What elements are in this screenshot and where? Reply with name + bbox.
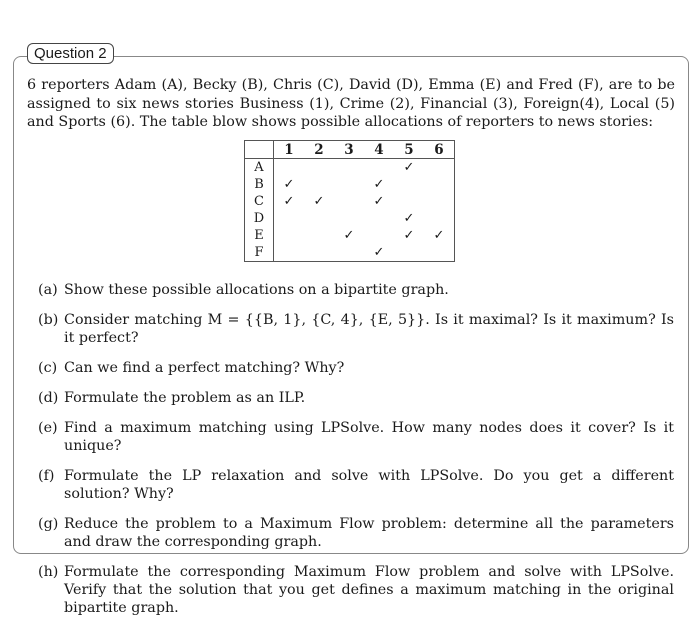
- question-item: [38, 281, 674, 299]
- check-icon: ✓: [433, 228, 445, 243]
- item-text: Show these possible allocations on a bipartite graph.: [64, 282, 449, 298]
- question-item: [38, 419, 674, 455]
- empty-cell: [424, 176, 455, 193]
- empty-cell: [334, 210, 364, 227]
- empty-cell: [334, 159, 364, 177]
- empty-cell: [304, 159, 334, 177]
- question-item: [38, 311, 674, 347]
- table-row: [245, 193, 455, 210]
- empty-cell: [364, 159, 394, 177]
- column-header: 3: [334, 141, 364, 159]
- question-item: [38, 389, 674, 407]
- empty-cell: [394, 176, 424, 193]
- question-item: [38, 563, 674, 617]
- question-list: [38, 281, 674, 629]
- table-row: [245, 159, 455, 177]
- question-item: [38, 515, 674, 551]
- column-header: 5: [394, 141, 424, 159]
- check-icon: ✓: [403, 211, 415, 226]
- empty-cell: [364, 227, 394, 244]
- question-title: Question 2: [27, 43, 114, 64]
- empty-cell: [424, 244, 455, 262]
- empty-cell: [364, 210, 394, 227]
- item-text: Formulate the corresponding Maximum Flow problem and solve with LPSolve. Verify that the solution that you get defines a maximum matching in the original bipartite graph.: [64, 564, 674, 616]
- corner-cell: [245, 141, 274, 159]
- empty-cell: [274, 210, 305, 227]
- intro-paragraph: 6 reporters Adam (A), Becky (B), Chris (C), David (D), Emma (E) and Fred (F), are to be assigned to six news stories Business (1), Crime (2), Financial (3), Foreign(4), Local (5) and Sports (6). The table blow shows possible allocations of reporters to news stories:: [27, 77, 675, 130]
- check-icon: ✓: [373, 177, 385, 192]
- column-header: 1: [274, 141, 305, 159]
- empty-cell: [304, 176, 334, 193]
- empty-cell: [274, 227, 305, 244]
- item-text: Find a maximum matching using LPSolve. How many nodes does it cover? Is it unique?: [64, 420, 674, 454]
- check-icon: ✓: [283, 194, 295, 209]
- empty-cell: [424, 159, 455, 177]
- empty-cell: [274, 244, 305, 262]
- column-header: 4: [364, 141, 394, 159]
- item-label: (f): [38, 468, 55, 484]
- row-label: E: [245, 227, 274, 244]
- empty-cell: [304, 244, 334, 262]
- table-row: [245, 210, 455, 227]
- table-row: [245, 176, 455, 193]
- empty-cell: [274, 159, 305, 177]
- allocation-table: [244, 140, 455, 262]
- empty-cell: [304, 227, 334, 244]
- item-label: (e): [38, 420, 58, 436]
- empty-cell: [334, 176, 364, 193]
- item-label: (b): [38, 312, 59, 328]
- item-label: (d): [38, 390, 59, 406]
- row-label: B: [245, 176, 274, 193]
- row-label: F: [245, 244, 274, 262]
- empty-cell: [424, 210, 455, 227]
- table-row: [245, 244, 455, 262]
- item-label: (a): [38, 282, 58, 298]
- item-text: Reduce the problem to a Maximum Flow problem: determine all the parameters and draw the corresponding graph.: [64, 516, 674, 550]
- empty-cell: [394, 193, 424, 210]
- table-row: [245, 227, 455, 244]
- row-label: D: [245, 210, 274, 227]
- question-item: [38, 467, 674, 503]
- check-icon: ✓: [403, 160, 415, 175]
- empty-cell: [304, 210, 334, 227]
- row-label: C: [245, 193, 274, 210]
- item-label: (g): [38, 516, 59, 532]
- item-label: (h): [38, 564, 59, 580]
- check-icon: ✓: [373, 194, 385, 209]
- item-label: (c): [38, 360, 58, 376]
- check-icon: ✓: [283, 177, 295, 192]
- check-icon: ✓: [313, 194, 325, 209]
- check-icon: ✓: [373, 245, 385, 260]
- check-icon: ✓: [343, 228, 355, 243]
- empty-cell: [334, 244, 364, 262]
- empty-cell: [394, 244, 424, 262]
- row-label: A: [245, 159, 274, 177]
- item-text: Can we find a perfect matching? Why?: [64, 360, 345, 376]
- check-icon: ✓: [403, 228, 415, 243]
- item-text: Formulate the problem as an ILP.: [64, 390, 306, 406]
- empty-cell: [424, 193, 455, 210]
- item-text: Formulate the LP relaxation and solve with LPSolve. Do you get a different solution? Why?: [64, 468, 674, 502]
- empty-cell: [334, 193, 364, 210]
- column-header: 2: [304, 141, 334, 159]
- question-item: [38, 359, 674, 377]
- item-text: Consider matching M = {{B, 1}, {C, 4}, {E, 5}}. Is it maximal? Is it maximum? Is it perfect?: [64, 312, 674, 346]
- column-header: 6: [424, 141, 455, 159]
